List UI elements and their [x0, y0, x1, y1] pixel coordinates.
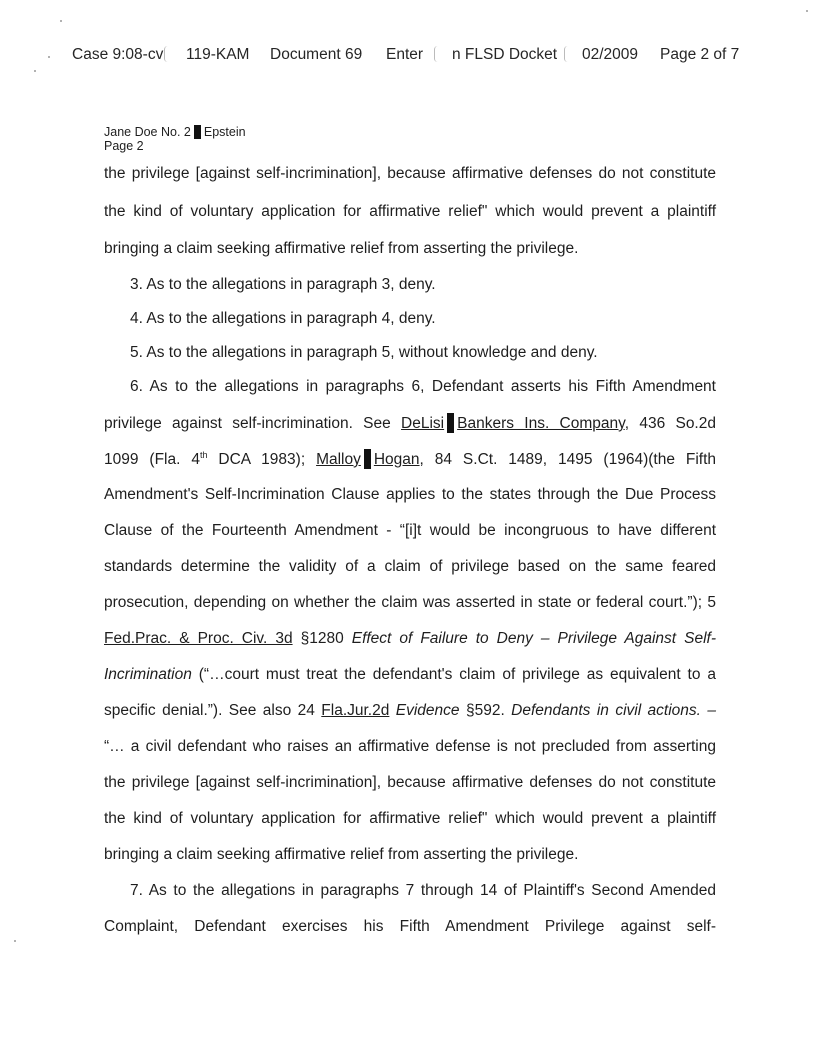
paragraph-5: 5. As to the allegations in paragraph 5, without knowledge and deny. [130, 344, 598, 361]
paragraph-6-line: privilege against self-incrimination. See DeLisi Bankers Ins. Company, 436 So.2d [104, 415, 716, 432]
caption-defendant: Epstein [203, 125, 246, 139]
caption-plaintiff: Jane Doe No. 2 [104, 125, 191, 139]
scan-speck [34, 70, 36, 72]
scan-gap [564, 46, 571, 62]
scan-speck [14, 940, 16, 942]
scan-gap [434, 46, 441, 62]
header-case: Case 9:08-cv [72, 46, 164, 63]
paragraph-6-line: “… a civil defendant who raises an affirmative defense is not precluded from asserting [104, 738, 716, 755]
paragraph-6-line: Fed.Prac. & Proc. Civ. 3d §1280 Effect of Failure to Deny – Privilege Against Self- [104, 630, 717, 647]
header-page: Page 2 of 7 [660, 46, 740, 63]
paragraph-6-line: Clause of the Fourteenth Amendment - “[i]t would be incongruous to have different [104, 522, 716, 539]
paragraph-7-line: 7. As to the allegations in paragraphs 7 through 14 of Plaintiff's Second Amended [130, 882, 716, 899]
case-citation: DeLisi [401, 415, 445, 432]
paragraph-6-line: specific denial.”). See also 24 Fla.Jur.2d Evidence §592. Defendants in civil actions. – [104, 702, 717, 719]
paragraph-6-line: the privilege [against self-incrimination], because affirmative defenses do not constitute [104, 774, 716, 791]
header-docket: n FLSD Docket [452, 46, 558, 63]
scan-gap [164, 46, 171, 62]
paragraph-3: 3. As to the allegations in paragraph 3, deny. [130, 276, 436, 293]
paragraph-4: 4. As to the allegations in paragraph 4, deny. [130, 310, 436, 327]
paragraph-6-line: Incrimination (“…court must treat the defendant's claim of privilege as equivalent to a [104, 666, 716, 683]
treatise-citation: Fed.Prac. & Proc. Civ. 3d [104, 630, 293, 647]
scan-speck [60, 20, 62, 22]
intro-line: bringing a claim seeking affirmative relief from asserting the privilege. [104, 240, 579, 257]
treatise-citation: Fla.Jur.2d [321, 702, 390, 719]
paragraph-6-line: the kind of voluntary application for affirmative relief" which would prevent a plaintiff [104, 810, 716, 827]
intro-line: the kind of voluntary application for affirmative relief" which would prevent a plaintiff [104, 203, 716, 220]
header-document: Document 69 [270, 46, 363, 63]
header-date: 02/2009 [582, 46, 639, 63]
case-citation: Malloy [316, 451, 361, 468]
redaction-bar [364, 449, 371, 469]
header-case-number: 119-KAM [186, 46, 250, 63]
paragraph-6-line: 1099 (Fla. 4th DCA 1983); Malloy Hogan, 84 S.Ct. 1489, 1495 (1964)(the Fifth [104, 450, 717, 468]
paragraph-6-line: Amendment's Self-Incrimination Clause applies to the states through the Due Process [104, 486, 716, 503]
redaction-bar [194, 125, 201, 139]
case-citation: Hogan [373, 451, 420, 468]
paragraph-6-line: standards determine the validity of a claim of privilege based on the same feared [104, 558, 716, 575]
redaction-bar [447, 413, 454, 433]
header-entered: Enter [386, 46, 424, 63]
paragraph-6-line: bringing a claim seeking affirmative relief from asserting the privilege. [104, 846, 579, 863]
paragraph-6-line: prosecution, depending on whether the claim was asserted in state or federal court.”); 5 [104, 594, 716, 611]
caption-page: Page 2 [104, 139, 144, 153]
case-caption [104, 125, 246, 153]
paragraph-6-line: 6. As to the allegations in paragraphs 6, Defendant asserts his Fifth Amendment [130, 378, 716, 395]
case-citation: Bankers Ins. Company [457, 415, 625, 432]
scan-speck [806, 10, 808, 12]
intro-line: the privilege [against self-incrimination], because affirmative defenses do not constitute [104, 165, 716, 182]
scan-speck [48, 56, 50, 58]
paragraph-7-line: Complaint, Defendant exercises his Fifth Amendment Privilege against self- [104, 918, 716, 935]
